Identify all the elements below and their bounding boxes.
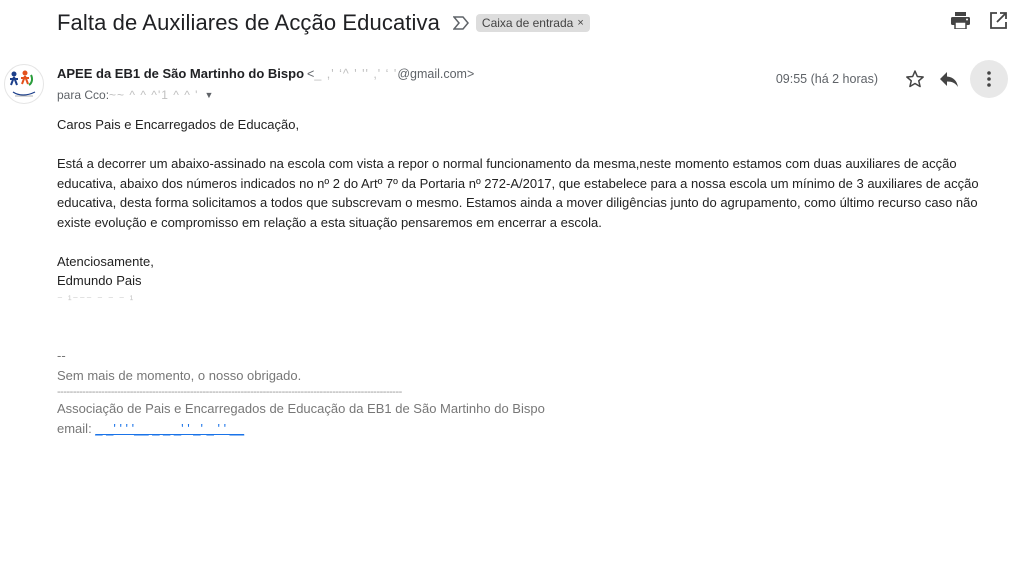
sender-avatar bbox=[4, 64, 44, 104]
sender-email-redacted: _ ,' ‘^ ' '' ,' ‘ ' bbox=[314, 67, 398, 81]
subject-row bbox=[57, 8, 1012, 38]
school-logo-icon bbox=[5, 65, 43, 103]
label-chip-text: Caixa de entrada bbox=[481, 16, 574, 30]
email-signature-footer bbox=[57, 346, 547, 438]
signature-email-row bbox=[57, 419, 547, 439]
reply-icon[interactable] bbox=[938, 68, 960, 90]
sender-email-domain: @gmail.com> bbox=[397, 67, 475, 81]
top-actions bbox=[950, 10, 1008, 30]
message-body bbox=[57, 115, 1007, 310]
sender-email bbox=[307, 67, 474, 81]
recipients-label: para Cco: bbox=[57, 88, 110, 102]
signature-email-link[interactable]: _ _' ' ' '__ _ _ _' ' _' _ ' ' __ bbox=[95, 420, 245, 436]
sender-row bbox=[57, 66, 474, 81]
recipients-redacted: ~~ ^ ^ ^'1 ^ ^ ' bbox=[109, 88, 199, 102]
signature-line-thanks: Sem mais de momento, o nosso obrigado. bbox=[57, 367, 302, 383]
signature-association: Associação de Pais e Encarregados de Educação da EB1 de São Martinho do Bispo bbox=[57, 401, 545, 416]
remove-label-icon[interactable]: × bbox=[577, 17, 584, 29]
sender-name[interactable]: APEE da EB1 de São Martinho do Bispo bbox=[57, 66, 305, 81]
body-greeting: Caros Pais e Encarregados de Educação, bbox=[57, 117, 300, 132]
body-paragraph: Está a decorrer um abaixo-assinado na escola com vista a repor o normal funcionamento da mesma,neste momento estamos com duas auxiliares de acção educativa, abaixo dos números indicados no nº 2 do Artº 7º da Portaria nº 272-A/2017, que estabelece para a nossa escola um mínimo de 3 auxiliares de acção educativa, desta forma solicitamos a todos que subscrevam o mesmo. Estamos ainda a mover diligências junto do agrupamento, como último recurso caso não existe evolução e compromisso em relação a esta situação pensaremos em encerrar a escola. bbox=[57, 156, 979, 230]
more-options-button[interactable] bbox=[970, 60, 1008, 98]
body-closing: Atenciosamente, bbox=[57, 253, 154, 269]
email-subject: Falta de Auxiliares de Acção Educativa bbox=[57, 10, 440, 35]
print-icon[interactable] bbox=[950, 10, 970, 30]
signature-email-label: email: bbox=[57, 420, 96, 436]
signature-rule: ------------------------------------------------------------------------------------------------------------- bbox=[57, 386, 402, 398]
signature-name: Edmundo Pais bbox=[57, 273, 142, 288]
message-time: 09:55 (há 2 horas) bbox=[775, 72, 878, 86]
more-vertical-icon bbox=[987, 71, 991, 87]
star-icon[interactable] bbox=[904, 68, 926, 90]
sender-email-open: < bbox=[307, 67, 315, 81]
inbox-label-chip[interactable] bbox=[476, 14, 590, 32]
chevron-down-icon[interactable]: ▼ bbox=[204, 90, 214, 100]
signature-phone-redacted: ⁻ ¹⁻⁻⁻ ⁻ ⁻ ⁻ ¹ bbox=[57, 293, 135, 306]
open-in-new-window-icon[interactable] bbox=[988, 10, 1008, 30]
recipients-row[interactable] bbox=[57, 88, 213, 102]
signature-dash: -- bbox=[57, 348, 66, 363]
importance-marker-icon[interactable] bbox=[452, 14, 470, 32]
message-meta bbox=[776, 60, 1008, 98]
